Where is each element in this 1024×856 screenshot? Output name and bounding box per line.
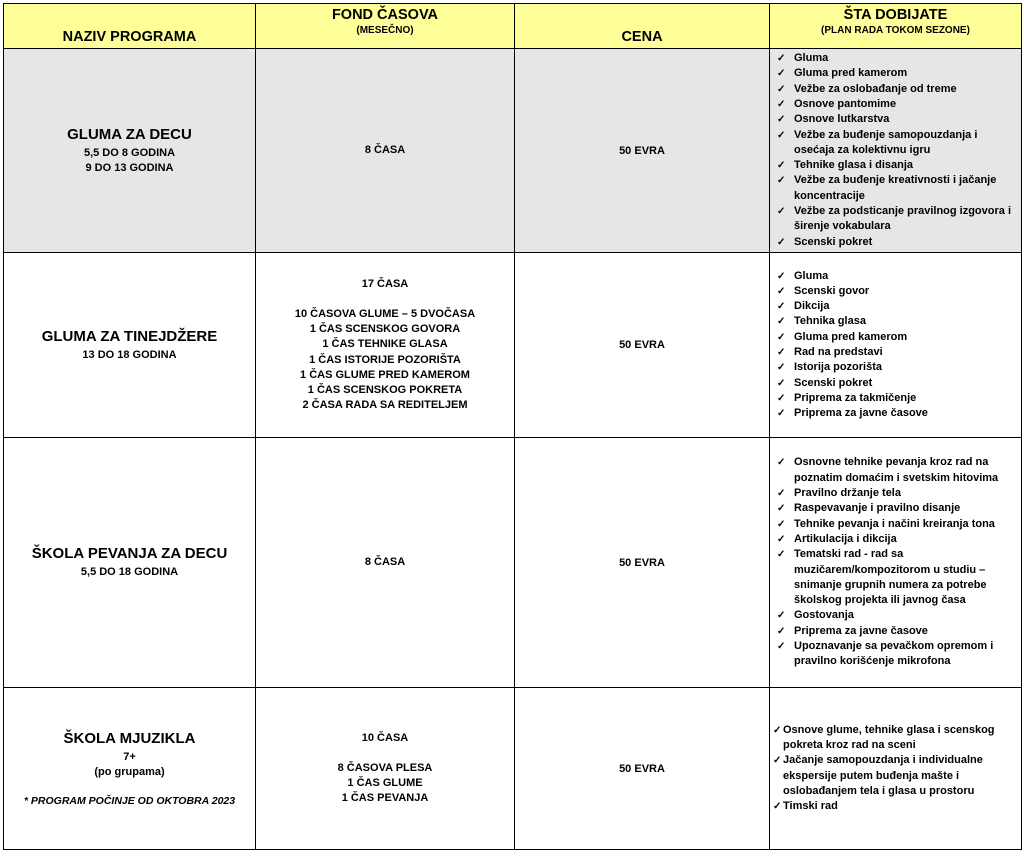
list-item (777, 639, 1017, 670)
header-sta: ŠTA DOBIJATE (PLAN RADA TOKOM SEZONE) (770, 4, 1022, 49)
fond-line: 8 ČASOVA PLESA (337, 761, 433, 774)
checkmark-icon: ✓ (777, 392, 786, 404)
benefits-cell (770, 253, 1022, 438)
list-item-text: Pravilno držanje tela (794, 487, 901, 500)
checkmark-icon: ✓ (777, 83, 786, 95)
list-item-text: Gluma (794, 52, 829, 65)
program-name-cell (4, 49, 256, 253)
list-item-text: Gluma pred kamerom (794, 67, 908, 80)
checkmark-icon: ✓ (777, 236, 786, 248)
list-item (777, 547, 1017, 608)
program-age: 5,5 DO 8 GODINA (83, 146, 176, 159)
checkmark-icon: ✓ (777, 408, 786, 420)
checkmark-icon: ✓ (777, 377, 786, 389)
list-item-text: Priprema za javne časove (794, 624, 928, 637)
program-title: GLUMA ZA DECU (67, 125, 192, 143)
list-item-text: Osnovne tehnike pevanja kroz rad na poznatim domaćim i svetskim hitovima (794, 456, 999, 484)
fond-line: 1 ČAS SCENSKOG GOVORA (309, 323, 461, 336)
checkmark-icon: ✓ (777, 331, 786, 343)
table-row (4, 49, 1022, 253)
list-item-text: Upoznavanje sa pevačkom opremom i pravilno korišćenje mikrofona (794, 639, 994, 668)
benefits-list (770, 269, 1021, 422)
list-item (777, 517, 1017, 532)
price-cell: 50 EVRA (515, 253, 770, 438)
checkmark-icon: ✓ (777, 625, 786, 637)
list-item-text: Jačanje samopouzdanja i individualne ekspersije putem buđenja mašte i oslobađanjem tela i glasa u prostoru (783, 754, 983, 797)
list-item (777, 455, 1017, 486)
list-item (777, 158, 1017, 173)
list-item (777, 624, 1017, 639)
checkmark-icon: ✓ (777, 53, 786, 65)
list-item-text: Osnove glume, tehnike glasa i scenskog pokreta kroz rad na sceni (783, 723, 995, 751)
fond-line: 1 ČAS PEVANJA (341, 792, 429, 805)
fond-cell (256, 688, 515, 850)
list-item-text: Vežbe za oslobađanje od treme (794, 82, 957, 95)
checkmark-icon: ✓ (777, 640, 786, 652)
benefits-list (770, 455, 1021, 669)
table-row (4, 438, 1022, 688)
price-cell: 50 EVRA (515, 49, 770, 253)
program-age: 13 DO 18 GODINA (82, 348, 177, 361)
list-item-text: Priprema za takmičenje (794, 391, 917, 404)
checkmark-icon: ✓ (777, 98, 786, 110)
fond-breakdown (256, 761, 514, 807)
list-item-text: Artikulacija i dikcija (794, 532, 897, 545)
list-item-text: Dikcija (794, 300, 830, 313)
program-title: GLUMA ZA TINEJDŽERE (41, 327, 218, 345)
checkmark-icon: ✓ (777, 301, 786, 313)
program-name-cell (4, 688, 256, 850)
program-group: (po grupama) (94, 765, 165, 778)
list-item (777, 128, 1017, 159)
list-item-text: Tehnike pevanja i načini kreiranja tona (794, 517, 995, 530)
checkmark-icon: ✓ (777, 347, 786, 358)
fond-cell (256, 49, 515, 253)
fond-line: 1 ČAS GLUME PRED KAMEROM (300, 368, 470, 381)
list-item (773, 799, 1017, 814)
checkmark-icon: ✓ (777, 457, 786, 469)
fond-total: 17 ČASA (361, 277, 409, 290)
benefits-list (770, 723, 1021, 815)
list-item-text: Scenski pokret (794, 235, 873, 248)
program-age: 9 DO 13 GODINA (85, 161, 174, 174)
list-item (777, 391, 1017, 406)
program-table (3, 3, 1022, 850)
checkmark-icon: ✓ (777, 549, 786, 561)
program-age: 5,5 DO 18 GODINA (80, 566, 179, 578)
list-item-text: Raspevavanje i pravilno disanje (794, 502, 961, 515)
list-item-text: Rad na predstavi (794, 346, 883, 358)
list-item (777, 406, 1017, 421)
fond-cell (256, 438, 515, 688)
checkmark-icon: ✓ (777, 362, 786, 374)
checkmark-icon: ✓ (777, 518, 786, 530)
fond-line: 1 ČAS TEHNIKE GLASA (322, 338, 448, 351)
checkmark-icon: ✓ (777, 610, 786, 622)
header-fond: FOND ČASOVA (MESEČNO) (256, 4, 515, 49)
list-item-text: Vežbe za buđenje kreativnosti i jačanje koncentracije (794, 174, 997, 202)
list-item (777, 269, 1017, 284)
benefits-list (770, 51, 1021, 250)
header-naziv: NAZIV PROGRAMA (4, 4, 256, 49)
fond-line: 1 ČAS ISTORIJE POZORIŠTA (309, 353, 461, 366)
list-item (777, 82, 1017, 97)
list-item (777, 299, 1017, 314)
benefits-cell (770, 438, 1022, 688)
fond-total: 8 ČASA (364, 143, 406, 156)
program-title: ŠKOLA PEVANJA ZA DECU (31, 545, 228, 562)
checkmark-icon: ✓ (777, 160, 786, 172)
program-name-cell (4, 253, 256, 438)
fond-line: 10 ČASOVA GLUME – 5 DVOČASA (294, 307, 476, 320)
list-item-text: Scenski govor (794, 284, 870, 297)
list-item (777, 608, 1017, 623)
checkmark-icon: ✓ (777, 270, 786, 282)
list-item (773, 753, 1017, 799)
table-row (4, 688, 1022, 850)
list-item (777, 501, 1017, 516)
list-item (777, 284, 1017, 299)
list-item (777, 51, 1017, 66)
checkmark-icon: ✓ (777, 488, 786, 500)
checkmark-icon: ✓ (777, 316, 786, 328)
program-age: 7+ (123, 750, 136, 763)
checkmark-icon: ✓ (777, 175, 786, 187)
price-cell: 50 EVRA (515, 688, 770, 850)
table-row (4, 253, 1022, 438)
list-item (777, 345, 1017, 360)
list-item-text: Priprema za javne časove (794, 407, 928, 420)
fond-line: 1 ČAS SCENSKOG POKRETA (307, 383, 463, 396)
list-item (777, 376, 1017, 391)
list-item-text: Tehnika glasa (794, 315, 866, 328)
list-item-text: Tematski rad - rad sa muzičarem/kompozitorom u studiu – snimanje grupnih numera za potrebe školskog projekta ili javnog časa (794, 548, 987, 607)
fond-line: 1 ČAS GLUME (347, 777, 423, 789)
list-item (777, 532, 1017, 547)
checkmark-icon: ✓ (773, 755, 782, 767)
fond-breakdown (256, 307, 514, 413)
benefits-cell (770, 49, 1022, 253)
checkmark-icon: ✓ (777, 285, 786, 297)
price-cell: 50 EVRA (515, 438, 770, 688)
fond-total: 10 ČASA (361, 731, 409, 744)
list-item (777, 173, 1017, 204)
header-row (4, 4, 1022, 49)
list-item-text: Vežbe za buđenje samopouzdanja i osećaja za kolektivnu igru (794, 128, 978, 156)
checkmark-icon: ✓ (773, 724, 782, 736)
list-item-text: Gluma (794, 269, 829, 282)
fond-line: 2 ČASA RADA SA REDITELJEM (302, 399, 468, 412)
program-note: * PROGRAM POČINJE OD OKTOBRA 2023 (23, 794, 236, 807)
list-item (777, 330, 1017, 345)
list-item-text: Istorija pozorišta (794, 361, 883, 374)
list-item (777, 486, 1017, 501)
program-title: ŠKOLA MJUZIKLA (63, 729, 196, 747)
checkmark-icon: ✓ (777, 114, 786, 126)
list-item-text: Vežbe za podsticanje pravilnog izgovora i širenje vokabulara (794, 205, 1011, 233)
list-item-text: Osnove pantomime (794, 97, 897, 110)
checkmark-icon: ✓ (773, 801, 782, 813)
list-item (777, 112, 1017, 127)
list-item (777, 235, 1017, 250)
checkmark-icon: ✓ (777, 129, 786, 141)
checkmark-icon: ✓ (777, 503, 786, 515)
header-cena: CENA (515, 4, 770, 49)
checkmark-icon: ✓ (777, 206, 786, 218)
list-item-text: Timski rad (783, 800, 838, 813)
list-item (777, 204, 1017, 235)
list-item (777, 314, 1017, 329)
list-item (777, 97, 1017, 112)
list-item-text: Osnove lutkarstva (794, 113, 890, 126)
list-item (777, 66, 1017, 81)
list-item (773, 723, 1017, 754)
list-item (777, 360, 1017, 375)
program-name-cell (4, 438, 256, 688)
list-item-text: Gostovanja (794, 609, 854, 622)
fond-total: 8 ČASA (364, 555, 406, 568)
benefits-cell (770, 688, 1022, 850)
checkmark-icon: ✓ (777, 533, 786, 545)
fond-cell (256, 253, 515, 438)
list-item-text: Tehnike glasa i disanja (794, 159, 914, 172)
checkmark-icon: ✓ (777, 68, 786, 80)
list-item-text: Scenski pokret (794, 376, 873, 389)
list-item-text: Gluma pred kamerom (794, 330, 908, 343)
